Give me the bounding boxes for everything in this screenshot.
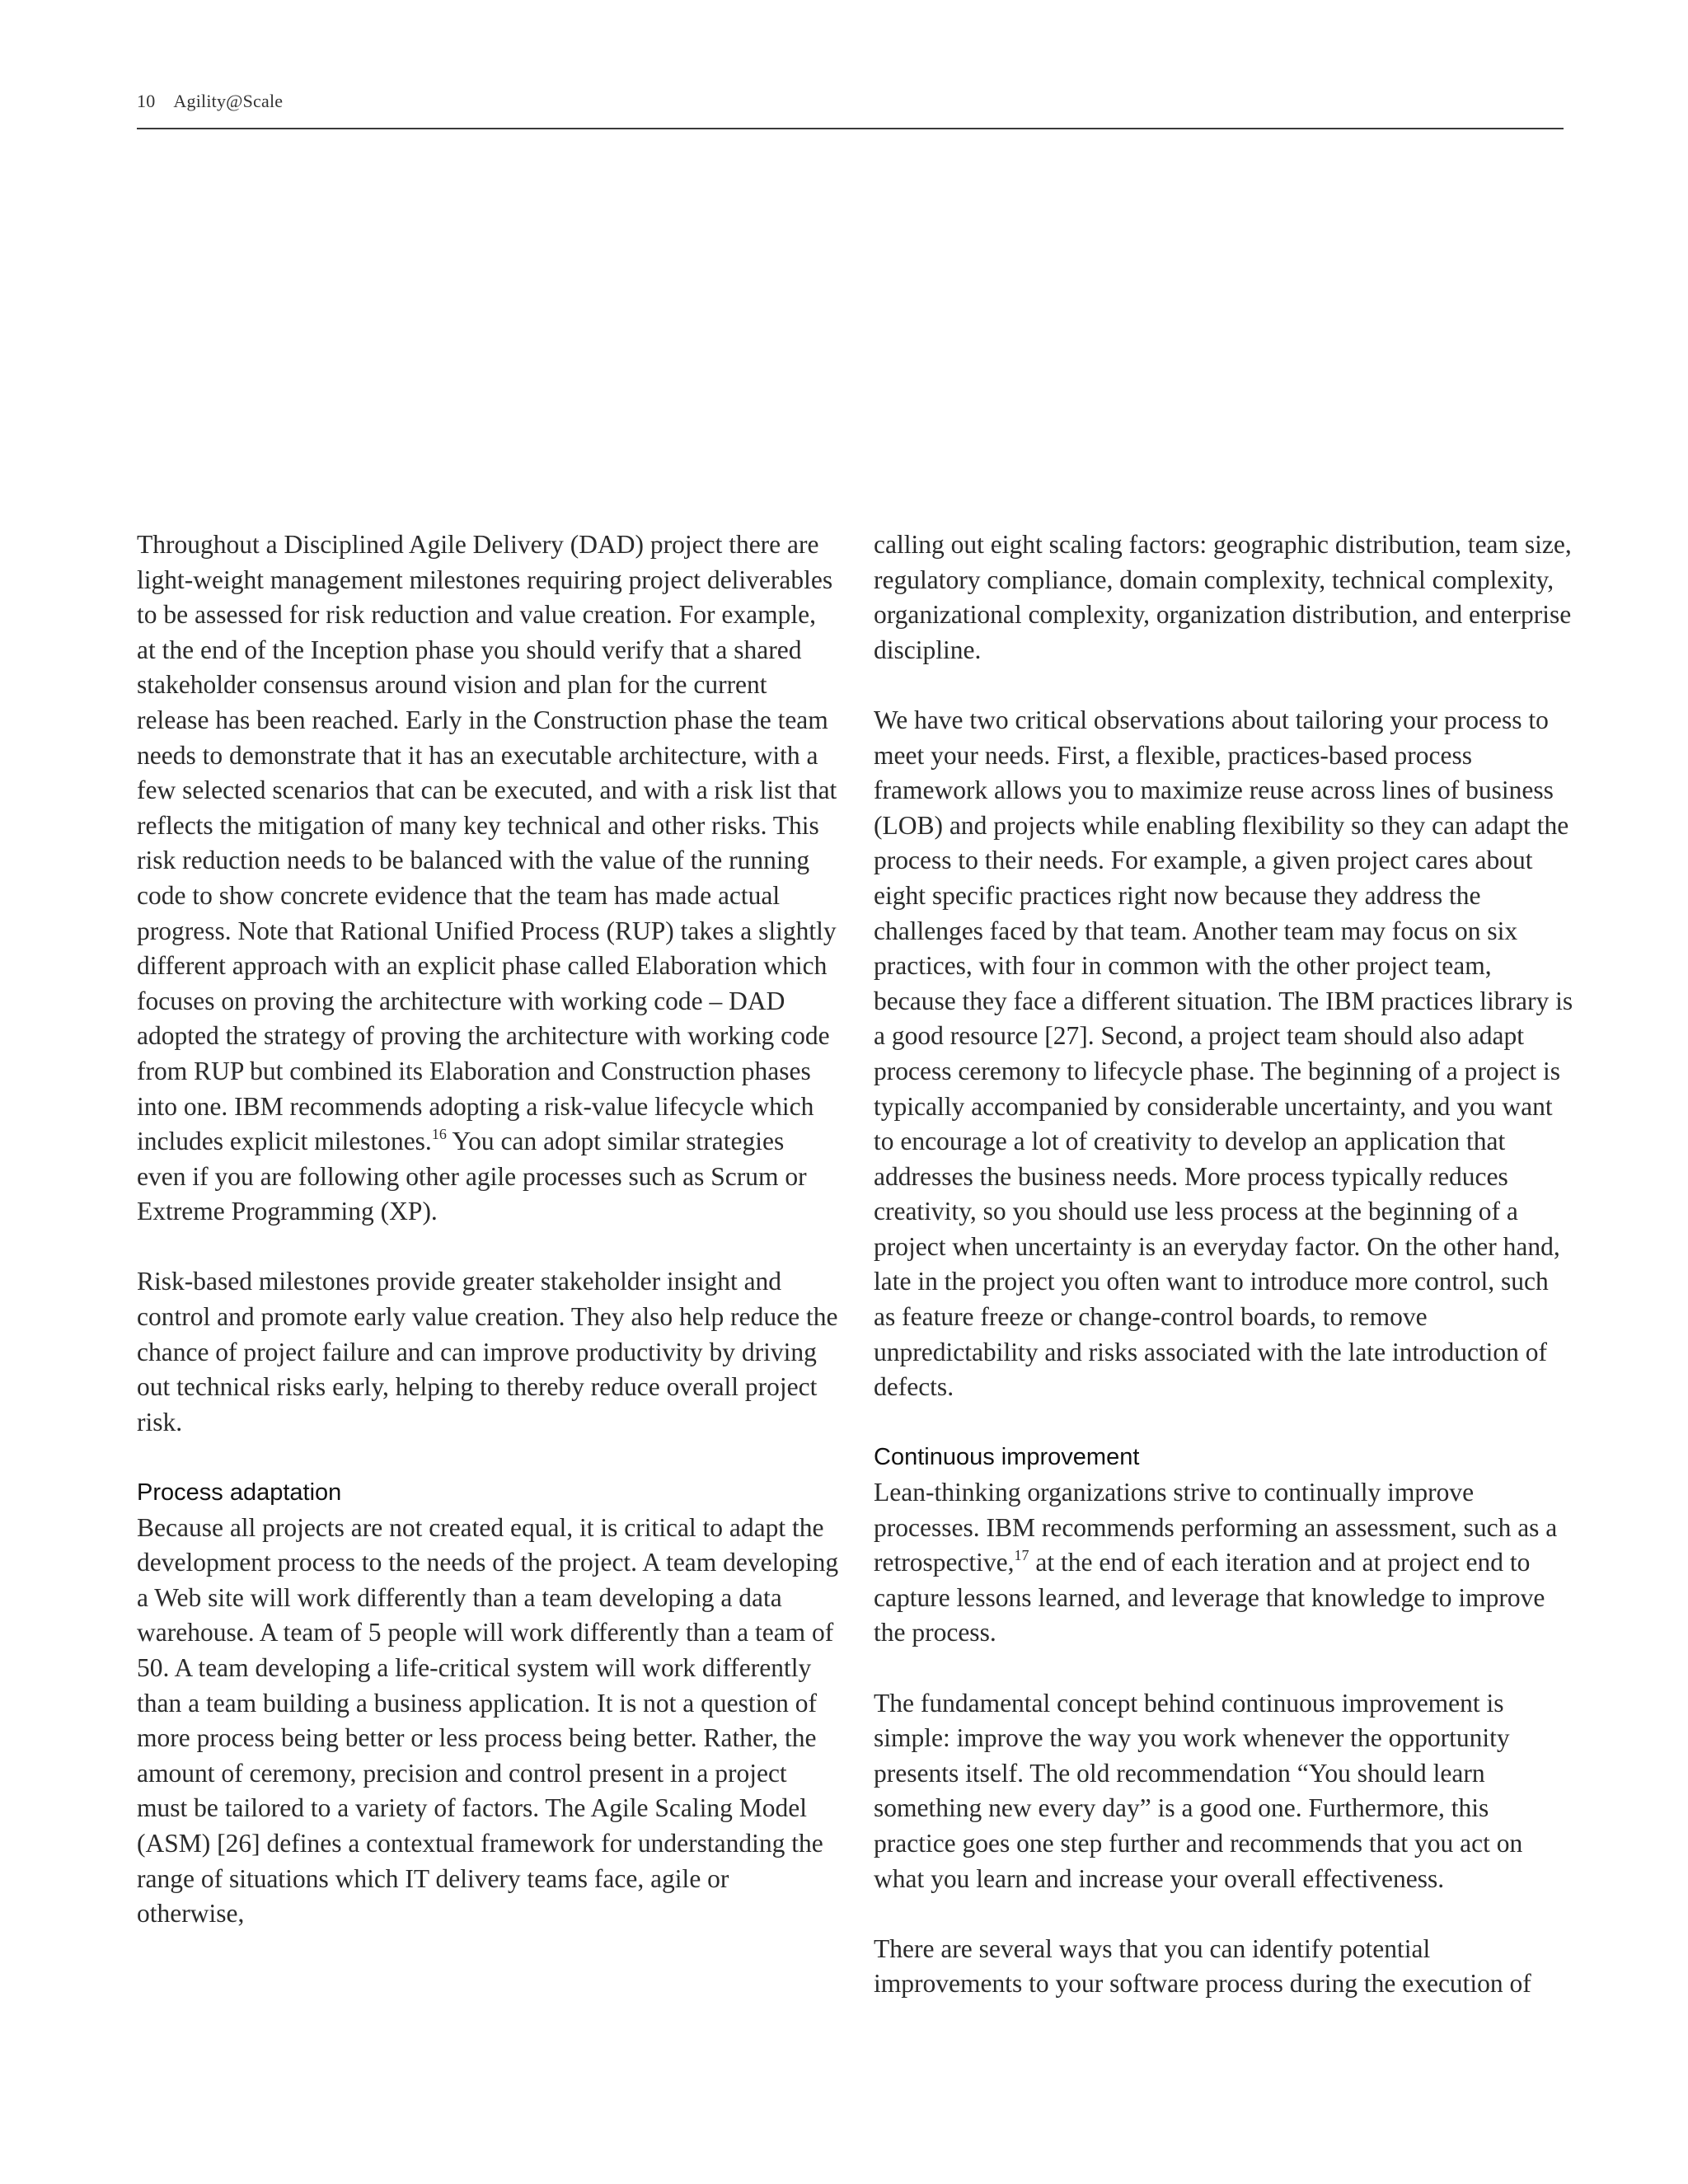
paragraph-identify-improvements: There are several ways that you can identify potential improvements to your software process during the execution of bbox=[874, 1933, 1531, 1999]
right-column bbox=[874, 527, 1576, 2037]
paragraph-lean-thinking bbox=[874, 1475, 1576, 1651]
paragraph-tailoring-observations: We have two critical observations about tailoring your process to meet your needs. First, a flexible, practices-based process framework allows you to maximize reuse across lines of business (LOB) and projects while enabling flexibility so they can adapt the process to their needs. For example, a given project cares about eight specific practices right now because they address the challenges faced by that team. Another team may focus on six practices, with four in common with the other project team, because they face a different situation. The IBM practices library is a good resource [27]. Second, a project team should also adapt process ceremony to lifecycle phase. The beginning of a project is typically accompanied by considerable uncertainty, and you want to encourage a lot of creativity to develop an application that addresses the business needs. More process typically reduces creativity, so you should use less process at the beginning of a project when uncertainty is an everyday factor. On the other hand, late in the project you often want to introduce more control, such as feature freeze or change-control boards, to remove unpredictability and risks associated with the late introduction of defects. bbox=[874, 705, 1573, 1402]
footnote-ref: 17 bbox=[1014, 1547, 1029, 1564]
paragraph-text: You can adopt similar strategies even if you are following other agile processes such as Scrum or Extreme Programming (XP). bbox=[137, 1127, 807, 1226]
paragraph-text: at the end of each iteration and at project end to capture lessons learned, and leverage that knowledge to improve the process. bbox=[874, 1548, 1545, 1647]
header-rule bbox=[137, 128, 1564, 129]
paragraph-text: Lean-thinking organizations strive to continually improve processes. IBM recommends performing an assessment, such as a retrospective, bbox=[874, 1478, 1558, 1577]
running-title: Agility@Scale bbox=[173, 91, 284, 111]
page-header bbox=[137, 91, 1563, 112]
paragraph-text: Throughout a Disciplined Agile Delivery (DAD) project there are light-weight management milestones requiring project deliverables to be assessed for risk reduction and value creation. For example, at the end of the Inception phase you should verify that a shared stakeholder consensus around vision and plan for the current release has been reached. Early in the Construction phase the team needs to demonstrate that it has an executable architecture, with a few selected scenarios that can be executed, and with a risk list that reflects the mitigation of many key technical and other risks. This risk reduction needs to be balanced with the value of the running code to show concrete evidence that the team has made actual progress. Note that Rational Unified Process (RUP) takes a slightly different approach with an explicit phase called Elaboration which focuses on proving the architecture with working code – DAD adopted the strategy of proving the architecture with working code from RUP but combined its Elaboration and Construction phases into one. IBM recommends adopting a risk-value lifecycle which includes explicit milestones. bbox=[137, 530, 837, 1156]
paragraph-fundamental-concept: The fundamental concept behind continuous improvement is simple: improve the way you work whenever the opportunity presents itself. The old recommendation “You should learn something new every day” is a good one. Furthermore, this practice goes one step further and recommends that you act on what you learn and increase your overall effectiveness. bbox=[874, 1688, 1523, 1893]
paragraph-process-adaptation: Because all projects are not created equal, it is critical to adapt the development process to the needs of the project. A team developing a Web site will work differently than a team developing a data warehouse. A team of 5 people will work differently than a team of 50. A team developing a life-critical system will work differently than a team building a business application. It is not a question of more process being better or less process being better. Rather, the amount of ceremony, precision and control present in a project must be tailored to a variety of factors. The Agile Scaling Model (ASM) [26] defines a contextual framework for understanding the range of situations which IT delivery teams face, agile or otherwise, bbox=[137, 1512, 839, 1929]
paragraph-risk-based-milestones: Risk-based milestones provide greater stakeholder insight and control and promote early value creation. They also help reduce the chance of project failure and can improve productivity by driving out technical risks early, helping to thereby reduce overall project risk. bbox=[137, 1267, 838, 1436]
paragraph-scaling-factors: calling out eight scaling factors: geographic distribution, team size, regulatory compliance, domain complexity, technical complexity, organizational complexity, organization distribution, and enterprise discipline. bbox=[874, 530, 1572, 664]
heading-continuous-improvement: Continuous improvement bbox=[874, 1444, 1140, 1471]
paragraph-dad-milestones bbox=[137, 527, 839, 1230]
footnote-ref: 16 bbox=[431, 1126, 447, 1143]
page-number: 10 bbox=[137, 91, 156, 111]
left-column bbox=[137, 527, 839, 1966]
heading-process-adaptation: Process adaptation bbox=[137, 1479, 342, 1507]
